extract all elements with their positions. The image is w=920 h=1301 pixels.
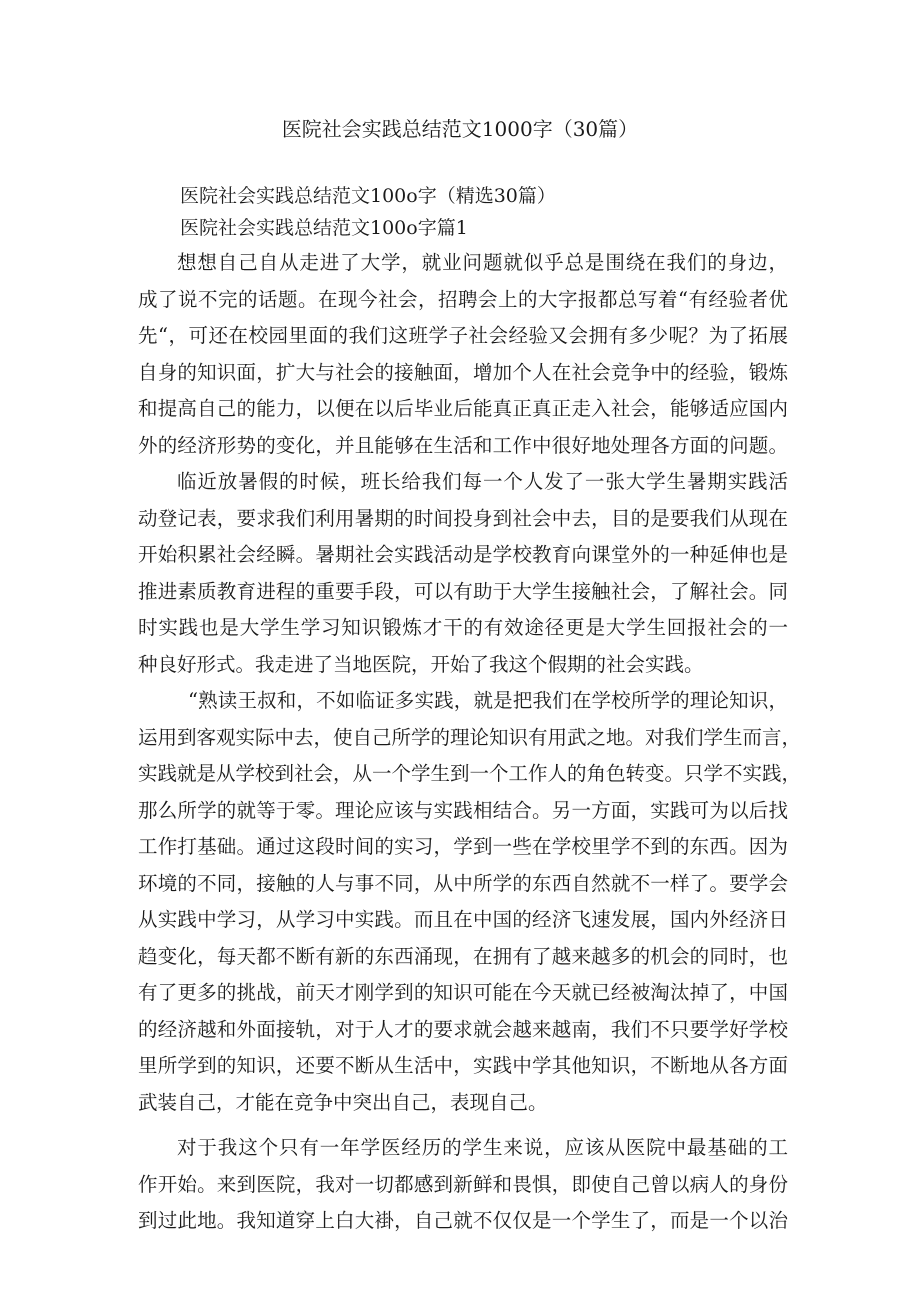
document-subtitle: 医院社会实践总结范文100o字（精选30篇） xyxy=(180,185,556,207)
text-line: 运用到客观实际中去，使自己所学的理论知识有用武之地。对我们学生而言， xyxy=(138,725,802,749)
section-heading: 医院社会实践总结范文100o字篇1 xyxy=(180,217,468,239)
text-line: 到过此地。我知道穿上白大褂，自己就不仅仅是一个学生了，而是一个以治 xyxy=(138,1209,788,1232)
text-line: 临近放暑假的时候，班长给我们每一个人发了一张大学生暑期实践活 xyxy=(177,470,788,493)
text-line: 工作打基础。通过这段时间的实习，学到一些在学校里学不到的东西。因为 xyxy=(138,835,788,858)
paragraph-3 xyxy=(138,683,802,1121)
text-line: 从实践中学习，从学习中实践。而且在中国的经济飞速发展，国内外经济日 xyxy=(138,908,788,931)
text-line: 开始积累社会经瞬。暑期社会实践活动是学校教育向课堂外的一种延伸也是 xyxy=(138,543,788,566)
text-line: 对于我这个只有一年学医经历的学生来说，应该从医院中最基础的工 xyxy=(177,1136,788,1159)
text-line: 趋变化，每天都不断有新的东西涌现，在拥有了越来越多的机会的同时，也 xyxy=(138,944,788,968)
text-line: 种良好形式。我走进了当地医院，开始了我这个假期的社会实践。 xyxy=(138,652,704,676)
document-title: 医院社会实践总结范文1000字（30篇） xyxy=(281,117,639,141)
text-line: 里所学到的知识，还要不断从生活中，实践中学其他知识，不断地从各方面 xyxy=(138,1054,788,1077)
text-line: 作开始。来到医院，我对一切都感到新鲜和畏惧，即使自己曾以病人的身份 xyxy=(138,1172,788,1196)
text-line: 动登记表，要求我们利用暑期的时间投身到社会中去，目的是要我们从现在 xyxy=(138,506,788,530)
text-line: 外的经济形势的变化，并且能够在生活和工作中很好地处理各方面的问题。 xyxy=(138,433,788,457)
text-line: “熟读王叔和，不如临证多实践，就是把我们在学校所学的理论知识， xyxy=(188,689,788,712)
text-line: 和提高自己的能力，以便在以后毕业后能真正真正走入社会，能够适应国内 xyxy=(138,397,788,420)
text-line: 的经济越和外面接轨，对于人才的要求就会越来越南，我们不只要学好学校 xyxy=(138,1017,788,1041)
paragraph-4 xyxy=(138,1130,788,1240)
paragraph-2 xyxy=(138,464,788,683)
paragraph-1 xyxy=(138,245,788,464)
text-line: 自身的知识面，扩大与社会的接触面，增加个人在社会竞争中的经验，锻炼 xyxy=(138,360,788,384)
text-line: 推进素质教育进程的重要手段，可以有助于大学生接触社会，了解社会。同 xyxy=(138,579,788,603)
text-line: 先“，可还在校园里面的我们这班学子社会经验又会拥有多少呢？为了拓展 xyxy=(138,324,788,347)
text-line: 环境的不同，接触的人与事不同，从中所学的东西自然就不一样了。要学会 xyxy=(138,871,788,895)
text-line: 成了说不完的话题。在现今社会，招聘会上的大字报都总写着“有经验者优 xyxy=(138,287,788,311)
text-line: 想想自己自从走进了大学，就业问题就似乎总是围绕在我们的身边， xyxy=(177,251,788,274)
text-line: 时实践也是大学生学习知识锻炼才干的有效途径更是大学生回报社会的一 xyxy=(138,616,788,639)
text-line: 武装自己，才能在竞争中突出自己，表现自己。 xyxy=(138,1090,548,1114)
text-line: 实践就是从学校到社会，从一个学生到一个工作人的角色转变。只学不实践， xyxy=(138,762,802,785)
text-line: 那么所学的就等于零。理论应该与实践相结合。另一方面，实践可为以后找 xyxy=(138,798,788,822)
text-line: 有了更多的挑战，前天才刚学到的知识可能在今天就已经被淘汰掉了，中国 xyxy=(138,981,788,1004)
